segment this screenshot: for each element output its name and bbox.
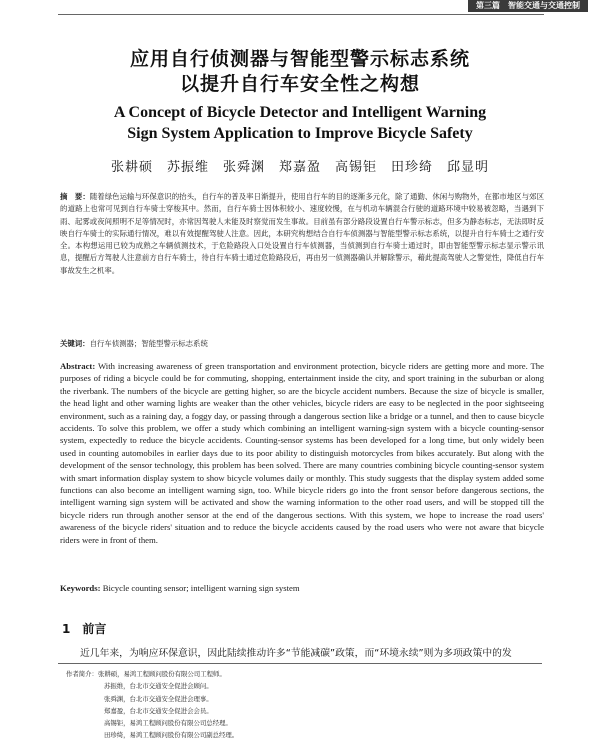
keywords-zh bbox=[60, 338, 544, 349]
section-header-label: 第三篇 智能交通与交通控制 bbox=[468, 0, 588, 12]
footnote-line: 张舜渊，台北市交通安全促进会理事。 bbox=[104, 694, 213, 703]
abstract-en bbox=[60, 360, 544, 546]
title-zh-line-2: 以提升自行车安全性之构想 bbox=[179, 73, 420, 95]
title-zh-line-1: 应用自行侦测器与智能型警示标志系统 bbox=[129, 48, 470, 70]
title-en-line-2: Sign System Application to Improve Bicycle Safety bbox=[127, 125, 473, 142]
footnote-line: 作者简介：张耕硕，易鸿工程顾问股份有限公司工程师。 bbox=[66, 670, 226, 678]
abstract-en-label: Abstract: bbox=[60, 361, 96, 371]
title-en-line-1: A Concept of Bicycle Detector and Intelligent Warning bbox=[113, 104, 487, 121]
section-title-text: 前言 bbox=[82, 622, 107, 636]
section-number: 1 bbox=[62, 622, 71, 636]
footnote-line: 郑嘉盈，台北市交通安全促进会会员。 bbox=[104, 706, 213, 715]
abstract-en-text: With increasing awareness of green transportation and environment protection, bicycle riders are getting more and more. The purposes of riding a bicycle could be for commuting, shopping, entertainment inside the city, and sport training in the suburban or along the riverbank. The numbers of the bicycle are getting higher, so are the bicycle accident numbers. Because the size of bicycle is smaller, the head light and other warning lights are weaker than the other vehicles, bicycle riders are easy to be neglected in the poor sightseeing environment, such as a raining day, a foggy day, or passing through a dangerous section like a bridge or a tunnel, and then to cause bicycle accidents. To solve this problem, we offer a study which combining an intelligent warning-sign system with a bicycle counting-sensor system, expectedly to reduce the bicycle accidents. Counting-sensor systems has been developed for a long time, but only widely been used in counting automobiles in earlier days due to its poor ability to distinguish motorcycles from bikes accurately. But along with the development of the sensor technology, this problem has been solved. There are many countries combining bicycle counting-sensor system with smart information display system to show bicycle volumes daily or monthly. This study suggests that the display system added some functions can also become an intelligent warning sign, too. While bicycle riders go into the front sensor before dangerous sections, the intelligent warning sign system will be activated and show the warning information to the other road users, and will be stopped till the bicycle riders run through another sensor at the end of the dangerous sections. With this system, we hope to increase the road users' awareness of the bicycle riders' situation and to reduce the bicycle accidents caused by the road users who were not aware that bicycle riders were in front of them. bbox=[60, 361, 545, 545]
intro-paragraph-first-line: 近几年来，为响应环保意识，因此陆续推动许多“节能减碳”政策，而“环境永续”则为多项政策中的发 bbox=[80, 648, 512, 659]
author-list: 张耕硕 苏振维 张舜渊 郑嘉盈 高锡钜 田珍绮 邱显明 bbox=[110, 160, 489, 175]
abstract-zh bbox=[60, 191, 544, 277]
keywords-en-text: Bicycle counting sensor; intelligent warning sign system bbox=[102, 583, 300, 593]
footnote-line: 苏振维，台北市交通安全促进会顾问。 bbox=[104, 682, 213, 691]
section-heading bbox=[62, 620, 106, 637]
abstract-zh-label: 摘 要： bbox=[60, 192, 90, 201]
footnote-line: 高锡钜，易鸿工程顾问股份有限公司总经理。 bbox=[104, 719, 232, 728]
keywords-en-label: Keywords: bbox=[60, 583, 101, 593]
footnote-block bbox=[66, 668, 536, 742]
running-header bbox=[0, 0, 600, 14]
keywords-zh-text: 自行车侦测器；智能型警示标志系统 bbox=[89, 339, 208, 348]
footnote-line: 田珍绮，易鸿工程顾问股份有限公司副总经理。 bbox=[104, 731, 239, 740]
keywords-en bbox=[60, 583, 544, 593]
header-rule bbox=[58, 14, 544, 15]
footnote-rule bbox=[58, 663, 542, 664]
abstract-zh-text: 随着绿色运输与环保意识的抬头，自行车的普及率日渐提升，使用自行车的目的逐渐多元化，除了通勤、休闲与购物外，在都市地区与郊区的道路上也常可见到自行车骑士穿梭其中。然而，自行车骑士因体积较小、速度较慢，在与机动车辆混合行驶的道路环境中较易被忽略，当遇到下雨、起雾或夜间照明不足等情况时，亦常因驾驶人未能及时察觉而发生事故。目前虽有部分路段设置自行车警示标志，但多为静态标志，无法即时反映自行车骑士的实际通行情况，难以有效提醒驾驶人注意。因此，本研究构想结合自行车侦测器与智能型警示标志系统，以提升自行车骑士之通行安全。本构想运用已较为成熟之车辆侦测技术，于危险路段入口处设置自行车侦测器，当侦测到自行车骑士通过时，即由智能型警示标志显示警示讯息，提醒后方驾驶人注意前方自行车骑士，待自行车骑士通过危险路段后，再由另一侦测器确认并解除警示，藉此提高驾驶人之警觉性，降低自行车事故发生之机率。 bbox=[60, 192, 544, 275]
keywords-zh-label: 关键词： bbox=[60, 339, 90, 348]
